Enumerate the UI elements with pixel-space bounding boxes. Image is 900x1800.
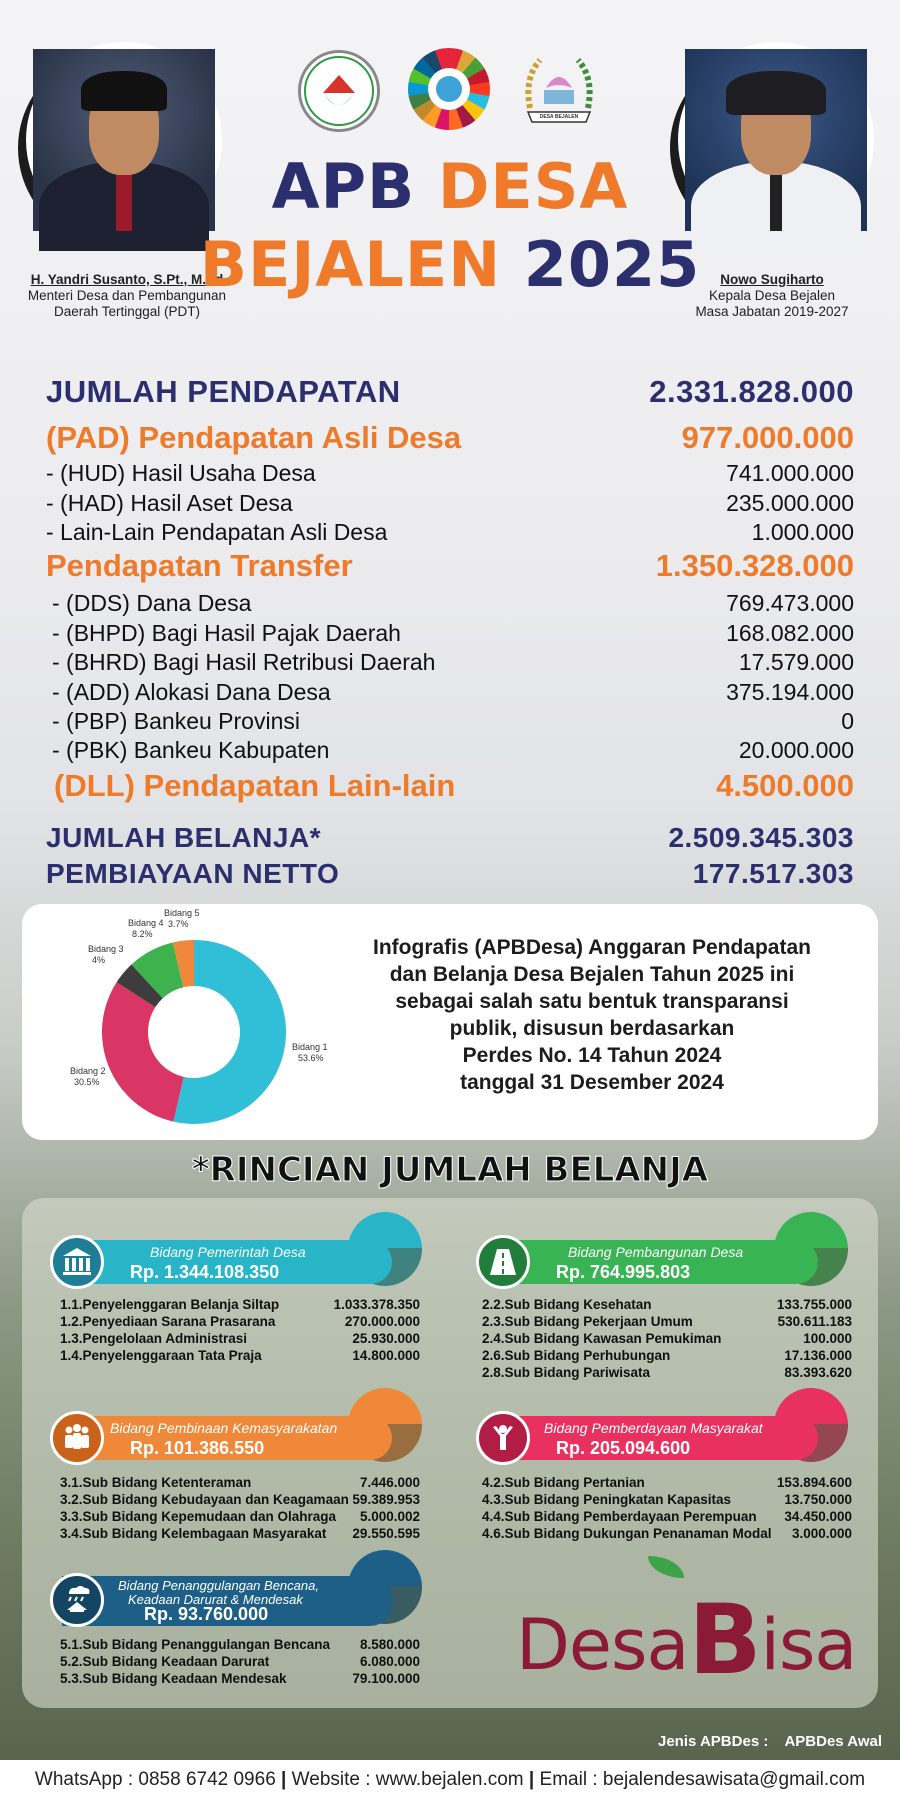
desabisa-logo-part1: Desa [516,1604,689,1686]
title-apb: APB [271,150,438,223]
dll-value: 4.500.000 [716,768,854,803]
email-link[interactable]: Email : bejalendesawisata@gmail.com [539,1769,866,1790]
road-icon [476,1235,530,1289]
transfer-item-row [52,708,854,735]
item-value: 13.750.000 [784,1492,852,1507]
item-label: 5.1.Sub Bidang Penanggulangan Bencana [60,1637,331,1652]
item-value: 153.894.600 [776,1475,852,1490]
info-line: publik, disusun berdasarkan [449,1017,735,1040]
bidang-5-banner [62,1576,392,1626]
kemendes-logo [298,50,380,132]
right-person-role-2: Masa Jabatan 2019-2027 [695,304,849,319]
bidang-4-banner [488,1416,818,1460]
item-value: 1.033.378.350 [333,1297,420,1312]
list-item [482,1491,852,1508]
transfer-item-value: 769.473.000 [726,590,854,616]
pembiayaan-value: 177.517.303 [692,858,854,889]
bidang-3-title: Bidang Pembinaan Kemasyarakatan [110,1420,338,1436]
item-value: 133.755.000 [776,1297,852,1312]
jenis-value: APBDes Awal [784,1733,882,1750]
list-item [482,1525,852,1542]
bidang-3-total: Rp. 101.386.550 [130,1438,265,1458]
transfer-item-label: - (BHRD) Bagi Hasil Retribusi Daerah [52,649,436,675]
pad-row [46,420,854,456]
item-label: 2.8.Sub Bidang Pariwisata [482,1365,651,1380]
bidang-1-items [60,1296,420,1364]
government-building-icon [50,1235,104,1289]
title-desa: DESA [437,150,629,223]
item-label: 1.2.Penyediaan Sarana Prasarana [60,1314,276,1329]
jumlah-pendapatan-row [46,374,854,410]
donut-category-label: Bidang 5 [164,908,200,918]
transfer-item-label: - (PBK) Bankeu Kabupaten [52,737,330,763]
jenis-apbdes [658,1733,882,1750]
pad-item-value: 235.000.000 [726,490,854,516]
pad-value: 977.000.000 [681,420,854,455]
list-item [482,1313,852,1330]
item-value: 6.080.000 [359,1654,420,1669]
item-label: 3.3.Sub Bidang Kepemudaan dan Olahraga [60,1509,337,1524]
bidang-1-total: Rp. 1.344.108.350 [130,1262,280,1282]
dll-row [54,768,854,804]
bidang-5-title-1: Bidang Penanggulangan Bencana, [118,1578,319,1593]
list-item [482,1364,852,1381]
item-label: 3.4.Sub Bidang Kelembagaan Masyarakat [60,1526,327,1541]
item-label: 4.2.Sub Bidang Pertanian [482,1475,645,1490]
list-item [60,1347,420,1364]
item-label: 2.2.Sub Bidang Kesehatan [482,1297,652,1312]
transfer-item-label: - (BHPD) Bagi Hasil Pajak Daerah [52,620,401,646]
list-item [482,1474,852,1491]
jumlah-belanja-label: JUMLAH BELANJA* [46,822,322,853]
desabisa-logo [516,1580,857,1696]
item-value: 29.550.595 [352,1526,420,1541]
item-label: 4.6.Sub Bidang Dukungan Penanaman Modal [482,1526,772,1541]
item-value: 7.446.000 [359,1475,420,1490]
pembiayaan-label: PEMBIAYAAN NETTO [46,858,340,889]
list-item [60,1636,420,1653]
list-item [60,1653,420,1670]
bidang-5-title-2: Keadaan Darurat & Mendesak [128,1592,303,1607]
item-label: 2.3.Sub Bidang Pekerjaan Umum [482,1314,693,1329]
page-title-line-2 [0,228,900,301]
item-value: 5.000.002 [359,1509,420,1524]
bidang-2-title: Bidang Pembangunan Desa [568,1244,744,1260]
donut-slice-2 [102,982,184,1121]
bidang-4-title: Bidang Pemberdayaan Masyarakat [544,1420,763,1436]
jumlah-pendapatan-value: 2.331.828.000 [649,374,854,409]
item-label: 1.1.Penyelenggaran Belanja Siltap [60,1297,280,1312]
item-value: 34.450.000 [784,1509,852,1524]
item-value: 8.580.000 [359,1637,420,1652]
bidang-2-items [482,1296,852,1381]
item-value: 530.611.183 [777,1314,852,1329]
item-label: 1.3.Pengelolaan Administrasi [60,1331,248,1346]
info-line: tanggal 31 Desember 2024 [460,1071,724,1094]
list-item [60,1313,420,1330]
title-bejalen: BEJALEN [199,228,524,301]
list-item [60,1525,420,1542]
title-year: 2025 [523,228,701,301]
donut-category-label: Bidang 2 [70,1066,106,1076]
list-item [60,1330,420,1347]
pad-item-row [46,490,854,517]
info-text [342,934,842,1096]
bidang-3-items [60,1474,420,1542]
whatsapp-contact[interactable]: WhatsApp : 0858 6742 0966 [34,1769,276,1790]
info-line: Infografis (APBDesa) Anggaran Pendapatan [373,936,811,959]
item-label: 2.6.Sub Bidang Perhubungan [482,1348,671,1363]
pad-label: (PAD) Pendapatan Asli Desa [46,420,462,455]
footer-contact [0,1760,900,1800]
list-item [60,1670,420,1687]
list-item [60,1491,420,1508]
pembiayaan-row [46,858,854,890]
donut-value-label: 53.6% [298,1053,324,1063]
dll-label: (DLL) Pendapatan Lain-lain [54,768,456,803]
item-label: 3.2.Sub Bidang Kebudayaan dan Keagamaan [60,1492,349,1507]
donut-value-label: 8.2% [132,929,153,939]
desa-bejalen-logo-text: DESA BEJALEN [539,114,579,120]
info-line: sebagai salah satu bentuk transparansi [395,990,789,1013]
pad-item-label: - (HUD) Hasil Usaha Desa [46,460,316,486]
item-value: 14.800.000 [352,1348,420,1363]
community-icon [50,1411,104,1465]
bidang-5-items [60,1636,420,1687]
item-value: 270.000.000 [344,1314,420,1329]
transfer-item-row [52,649,854,676]
bidang-2-total: Rp. 764.995.803 [556,1262,691,1282]
pad-item-row [46,519,854,546]
transfer-item-row [52,590,854,617]
donut-category-label: Bidang 1 [292,1042,328,1052]
desa-bejalen-logo [516,48,598,130]
donut-value-label: 4% [92,955,106,965]
pad-item-row [46,460,854,487]
transfer-item-row [52,737,854,764]
item-label: 5.3.Sub Bidang Keadaan Mendesak [60,1671,287,1686]
jenis-label: Jenis APBDes : [658,1733,769,1750]
item-label: 1.4.Penyelenggaraan Tata Praja [60,1348,262,1363]
transfer-item-value: 168.082.000 [726,620,854,646]
item-label: 5.2.Sub Bidang Keadaan Darurat [60,1654,270,1669]
bidang-3-banner [62,1416,392,1460]
item-label: 3.1.Sub Bidang Ketenteraman [60,1475,252,1490]
transfer-item-label: - (PBP) Bankeu Provinsi [52,708,300,734]
donut-value-label: 3.7% [168,919,189,929]
pad-item-label: - (HAD) Hasil Aset Desa [46,490,293,516]
donut-value-label: 30.5% [74,1077,100,1087]
list-item [60,1508,420,1525]
info-line: dan Belanja Desa Bejalen Tahun 2025 ini [389,963,795,986]
transfer-item-value: 0 [841,708,854,734]
transfer-item-row [52,620,854,647]
website-link[interactable]: Website : www.bejalen.com [291,1769,524,1790]
empowerment-icon [476,1411,530,1465]
item-value: 17.136.000 [784,1348,852,1363]
pad-item-label: - Lain-Lain Pendapatan Asli Desa [46,519,388,545]
jumlah-belanja-row [46,822,854,854]
right-person-role-1: Kepala Desa Bejalen [708,288,836,303]
transfer-label: Pendapatan Transfer [46,548,353,583]
item-label: 4.4.Sub Bidang Pemberdayaan Perempuan [482,1509,757,1524]
transfer-row [46,548,854,584]
jumlah-pendapatan-label: JUMLAH PENDAPATAN [46,374,401,409]
item-value: 79.100.000 [352,1671,420,1686]
item-label: 4.3.Sub Bidang Peningkatan Kapasitas [482,1492,732,1507]
info-line: Perdes No. 14 Tahun 2024 [462,1044,722,1067]
jumlah-belanja-value: 2.509.345.303 [668,822,854,853]
footer-separator: | [281,1769,287,1790]
list-item [60,1296,420,1313]
transfer-item-value: 17.579.000 [738,649,854,675]
list-item [482,1296,852,1313]
pad-item-value: 1.000.000 [751,519,854,545]
sdgs-logo [408,48,490,130]
item-value: 59.389.953 [352,1492,420,1507]
transfer-item-value: 20.000.000 [738,737,854,763]
desabisa-logo-part3: isa [760,1604,857,1686]
transfer-item-label: - (DDS) Dana Desa [52,590,252,616]
page-title-line-1 [0,150,900,223]
list-item [482,1347,852,1364]
left-person-name: H. Yandri Susanto, S.Pt., M.Pd [30,272,224,287]
bidang-5-total: Rp. 93.760.000 [144,1604,269,1624]
footer-separator: | [528,1769,535,1790]
item-label: 2.4.Sub Bidang Kawasan Pemukiman [482,1331,722,1346]
transfer-item-row [52,679,854,706]
donut-category-label: Bidang 3 [88,944,124,954]
donut-category-label: Bidang 4 [128,918,164,928]
budget-donut-chart [22,904,328,1140]
bidang-1-title: Bidang Pemerintah Desa [150,1244,306,1260]
desabisa-logo-part2: B [688,1584,761,1696]
rincian-title: *RINCIAN JUMLAH BELANJA [191,1150,709,1190]
list-item [482,1330,852,1347]
item-value: 100.000 [803,1331,852,1346]
item-value: 83.393.620 [784,1365,852,1380]
left-person-role-1: Menteri Desa dan Pembangunan [27,288,227,303]
bidang-4-items [482,1474,852,1542]
item-value: 3.000.000 [791,1526,852,1541]
transfer-value: 1.350.328.000 [655,548,854,583]
disaster-icon [50,1573,104,1627]
info-card [22,904,878,1140]
bidang-1-banner [62,1240,392,1284]
bidang-4-total: Rp. 205.094.600 [556,1438,691,1458]
right-person-name: Nowo Sugiharto [720,272,824,287]
item-value: 25.930.000 [352,1331,420,1346]
list-item [482,1508,852,1525]
transfer-item-label: - (ADD) Alokasi Dana Desa [52,679,331,705]
bidang-2-banner [488,1240,818,1284]
pad-item-value: 741.000.000 [726,460,854,486]
list-item [60,1474,420,1491]
left-person-role-2: Daerah Tertinggal (PDT) [53,304,201,319]
transfer-item-value: 375.194.000 [726,679,854,705]
